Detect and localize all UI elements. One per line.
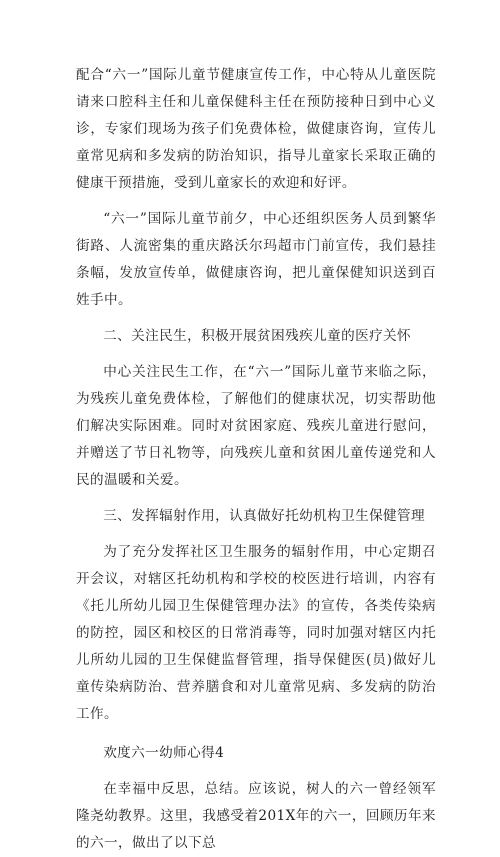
document-body bbox=[76, 62, 436, 857]
article-title-teacher-reflection: 欢度六一幼师心得4 bbox=[103, 745, 225, 761]
section-heading-nursery-management: 三、发挥辐射作用，认真做好托幼机构卫生保健管理 bbox=[103, 508, 426, 524]
paragraph-health-promotion: 配合“六一”国际儿童节健康宣传工作，中心特从儿童医院请来口腔科主任和儿童保健科主任在预防接种日到中心义诊，专家们现场为孩子们免费体检，做健康咨询，宣传儿童常见病和多发病的防治知识，指导儿童家长采取正确的健康干预措施，受到儿童家长的欢迎和好评。 bbox=[76, 67, 436, 191]
paragraph-street-promotion: “六一”国际儿童节前夕，中心还组织医务人员到繁华街路、人流密集的重庆路沃尔玛超市门前宣传，我们悬挂条幅，发放宣传单，做健康咨询，把儿童保健知识送到百姓手中。 bbox=[76, 211, 436, 308]
paragraph-livelihood-care: 中心关注民生工作，在“六一”国际儿童节来临之际，为残疾儿童免费体检，了解他们的健康状况，切实帮助他们解决实际困难。同时对贫困家庭、残疾儿童进行慰问，并赠送了节日礼物等，向残疾儿童和贫困儿童传递党和人民的温暖和关爱。 bbox=[76, 364, 436, 488]
section-heading-livelihood: 二、关注民生，积极开展贫困残疾儿童的医疗关怀 bbox=[103, 328, 412, 344]
paragraph-nursery-training: 为了充分发挥社区卫生服务的辐射作用，中心定期召开会议，对辖区托幼机构和学校的校医进行培训，内容有《托儿所幼儿园卫生保健管理办法》的宣传，各类传染病的防控，园区和校区的日常消毒等，同时加强对辖区内托儿所幼儿园的卫生保健监督管理，指导保健医(员)做好儿童传染病防治、营养膳食和对儿童常见病、多发病的防治工作。 bbox=[76, 544, 436, 722]
paragraph-reflection-intro: 在幸福中反思，总结。应该说，树人的六一曾经领军隆尧幼教界。这里，我感受着201X年的六一，回顾历年来的六一，做出了以下总 bbox=[76, 781, 436, 851]
